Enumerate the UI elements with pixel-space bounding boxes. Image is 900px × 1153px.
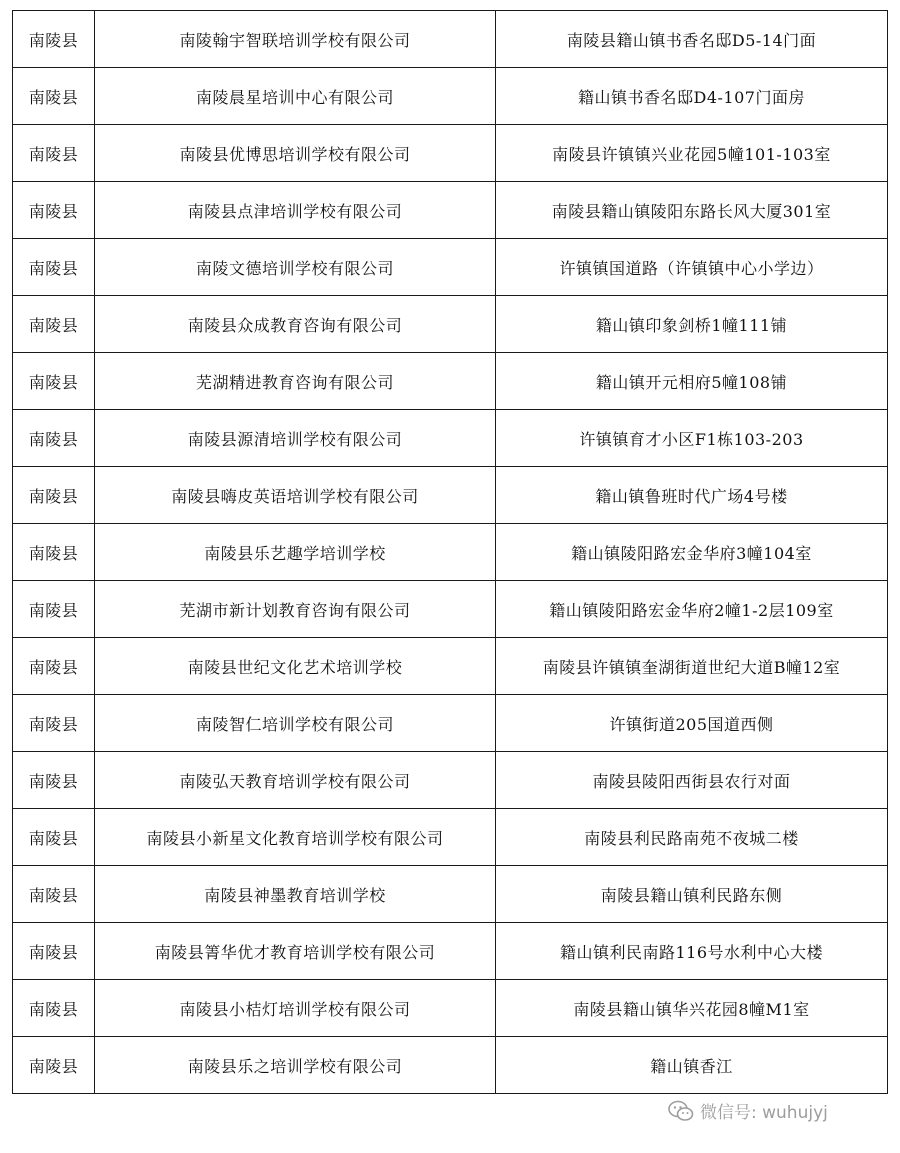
county-cell: 南陵县 <box>13 581 95 638</box>
schools-table <box>12 10 888 1094</box>
address-cell: 籍山镇印象剑桥1幢111铺 <box>496 296 888 353</box>
table-row <box>13 410 888 467</box>
county-cell: 南陵县 <box>13 638 95 695</box>
county-cell: 南陵县 <box>13 695 95 752</box>
county-cell: 南陵县 <box>13 980 95 1037</box>
wechat-watermark <box>668 1098 828 1123</box>
county-cell: 南陵县 <box>13 866 95 923</box>
table-row <box>13 353 888 410</box>
county-cell: 南陵县 <box>13 410 95 467</box>
watermark-text: 微信号: wuhujyj <box>700 1103 828 1123</box>
address-cell: 籍山镇开元相府5幢108铺 <box>496 353 888 410</box>
school-name-cell: 南陵县乐之培训学校有限公司 <box>95 1037 496 1094</box>
table-row <box>13 239 888 296</box>
county-cell: 南陵县 <box>13 125 95 182</box>
school-name-cell: 南陵县箐华优才教育培训学校有限公司 <box>95 923 496 980</box>
wechat-icon <box>668 1100 694 1122</box>
address-cell: 许镇街道205国道西侧 <box>496 695 888 752</box>
school-name-cell: 南陵县众成教育咨询有限公司 <box>95 296 496 353</box>
address-cell: 籍山镇陵阳路宏金华府2幢1-2层109室 <box>496 581 888 638</box>
county-cell: 南陵县 <box>13 467 95 524</box>
county-cell: 南陵县 <box>13 239 95 296</box>
county-cell: 南陵县 <box>13 1037 95 1094</box>
county-cell: 南陵县 <box>13 182 95 239</box>
address-cell: 南陵县许镇镇兴业花园5幢101-103室 <box>496 125 888 182</box>
school-name-cell: 南陵县优博思培训学校有限公司 <box>95 125 496 182</box>
address-cell: 南陵县籍山镇利民路东侧 <box>496 866 888 923</box>
address-cell: 籍山镇鲁班时代广场4号楼 <box>496 467 888 524</box>
school-name-cell: 南陵县世纪文化艺术培训学校 <box>95 638 496 695</box>
school-name-cell: 芜湖市新计划教育咨询有限公司 <box>95 581 496 638</box>
address-cell: 南陵县利民路南苑不夜城二楼 <box>496 809 888 866</box>
school-name-cell: 南陵文德培训学校有限公司 <box>95 239 496 296</box>
county-cell: 南陵县 <box>13 809 95 866</box>
address-cell: 籍山镇利民南路116号水利中心大楼 <box>496 923 888 980</box>
county-cell: 南陵县 <box>13 353 95 410</box>
address-cell: 南陵县籍山镇书香名邸D5-14门面 <box>496 11 888 68</box>
county-cell: 南陵县 <box>13 752 95 809</box>
table-row <box>13 467 888 524</box>
table-row <box>13 638 888 695</box>
table-row <box>13 980 888 1037</box>
school-name-cell: 南陵弘天教育培训学校有限公司 <box>95 752 496 809</box>
table-row <box>13 923 888 980</box>
table-row <box>13 752 888 809</box>
table-row <box>13 581 888 638</box>
school-name-cell: 南陵晨星培训中心有限公司 <box>95 68 496 125</box>
table-row <box>13 809 888 866</box>
school-name-cell: 南陵县点津培训学校有限公司 <box>95 182 496 239</box>
table-row <box>13 1037 888 1094</box>
table-row <box>13 695 888 752</box>
county-cell: 南陵县 <box>13 524 95 581</box>
address-cell: 籍山镇香江 <box>496 1037 888 1094</box>
county-cell: 南陵县 <box>13 296 95 353</box>
table-row <box>13 182 888 239</box>
table-row <box>13 866 888 923</box>
school-name-cell: 南陵县小新星文化教育培训学校有限公司 <box>95 809 496 866</box>
table-row <box>13 296 888 353</box>
table-row <box>13 11 888 68</box>
address-cell: 南陵县许镇镇奎湖街道世纪大道B幢12室 <box>496 638 888 695</box>
county-cell: 南陵县 <box>13 68 95 125</box>
county-cell: 南陵县 <box>13 11 95 68</box>
address-cell: 南陵县籍山镇陵阳东路长风大厦301室 <box>496 182 888 239</box>
table-row <box>13 68 888 125</box>
school-name-cell: 南陵县小桔灯培训学校有限公司 <box>95 980 496 1037</box>
county-cell: 南陵县 <box>13 923 95 980</box>
table-row <box>13 524 888 581</box>
school-name-cell: 南陵县乐艺趣学培训学校 <box>95 524 496 581</box>
school-name-cell: 南陵县神墨教育培训学校 <box>95 866 496 923</box>
address-cell: 许镇镇国道路（许镇镇中心小学边） <box>496 239 888 296</box>
schools-table-body <box>13 11 888 1094</box>
address-cell: 南陵县籍山镇华兴花园8幢M1室 <box>496 980 888 1037</box>
school-name-cell: 南陵县嗨皮英语培训学校有限公司 <box>95 467 496 524</box>
school-name-cell: 南陵智仁培训学校有限公司 <box>95 695 496 752</box>
address-cell: 籍山镇书香名邸D4-107门面房 <box>496 68 888 125</box>
address-cell: 南陵县陵阳西街县农行对面 <box>496 752 888 809</box>
school-name-cell: 南陵翰宇智联培训学校有限公司 <box>95 11 496 68</box>
school-name-cell: 南陵县源清培训学校有限公司 <box>95 410 496 467</box>
address-cell: 籍山镇陵阳路宏金华府3幢104室 <box>496 524 888 581</box>
table-row <box>13 125 888 182</box>
school-name-cell: 芜湖精进教育咨询有限公司 <box>95 353 496 410</box>
address-cell: 许镇镇育才小区F1栋103-203 <box>496 410 888 467</box>
